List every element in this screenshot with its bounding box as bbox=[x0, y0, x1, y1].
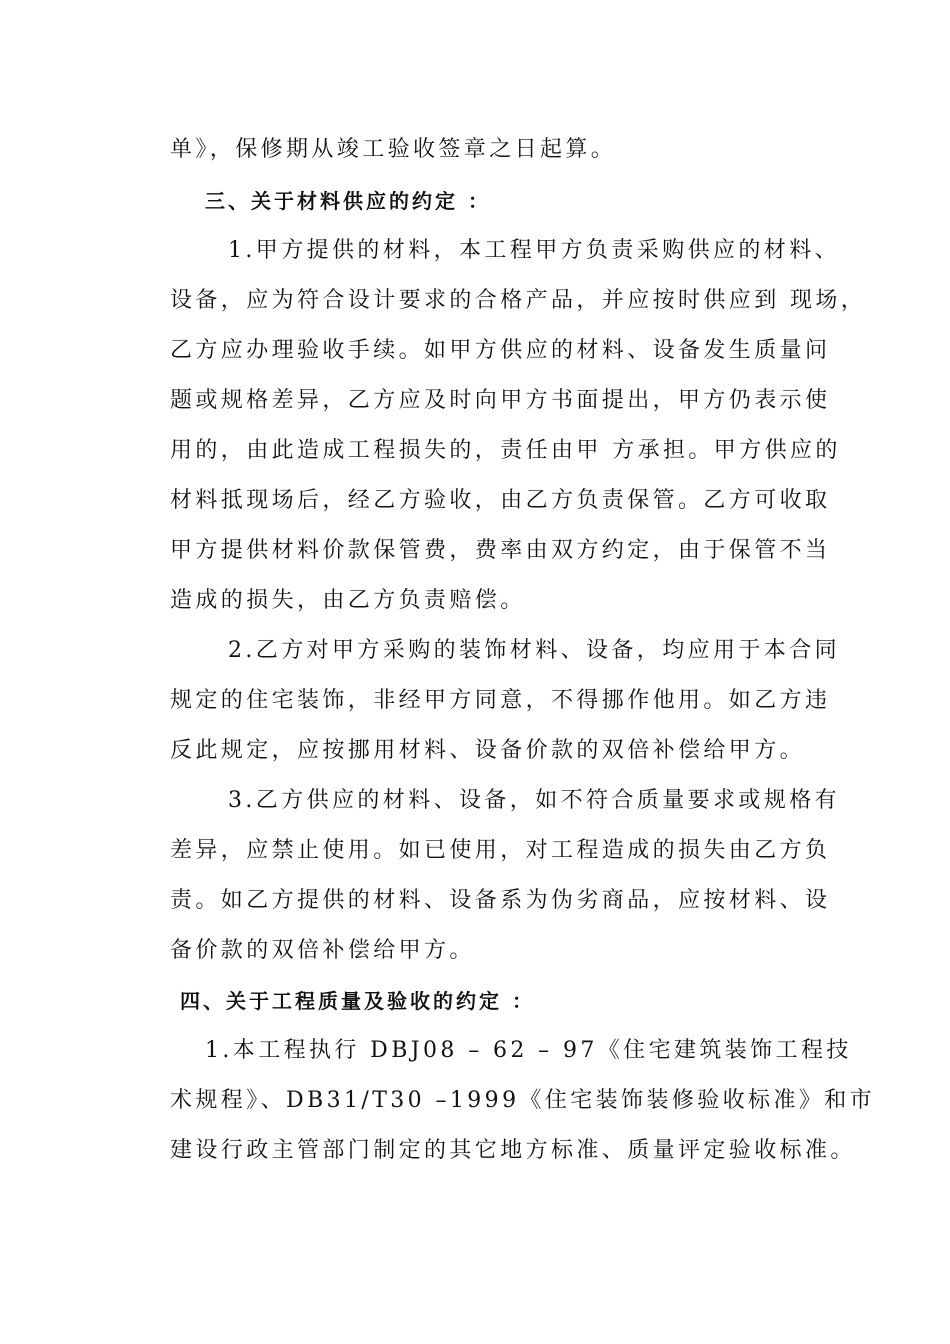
text-line: 乙方应办理验收手续。如甲方供应的材料、设备发生质量问 bbox=[170, 338, 831, 363]
text-line: 材料抵现场后，经乙方验收，由乙方负责保管。乙方可收取 bbox=[170, 488, 831, 513]
section-heading-3: 三、关于材料供应的约定 ： bbox=[205, 189, 491, 213]
text-line: 建设行政主管部门制定的其它地方标准、质量评定验收标准。 bbox=[170, 1138, 856, 1163]
text-line: 差异，应禁止使用。如已使用，对工程造成的损失由乙方负 bbox=[170, 838, 831, 863]
text-line: 1.甲方提供的材料，本工程甲方负责采购供应的材料、 bbox=[228, 238, 840, 263]
text-line: 规定的住宅装饰，非经甲方同意，不得挪作他用。如乙方违 bbox=[170, 688, 831, 713]
text-line: 2.乙方对甲方采购的装饰材料、设备，均应用于本合同 bbox=[228, 638, 840, 663]
text-line: 备价款的双倍补偿给甲方。 bbox=[170, 938, 475, 963]
section-heading-4: 四、关于工程质量及验收的约定 ： bbox=[180, 989, 535, 1013]
text-line: 单》，保修期从竣工验收签章之日起算。 bbox=[170, 137, 617, 162]
text-line: 1.本工程执行 DBJ08 – 62 – 97《住宅建筑装饰工程技 bbox=[205, 1038, 852, 1063]
text-line: 3.乙方供应的材料、设备，如不符合质量要求或规格有 bbox=[228, 788, 840, 813]
text-line: 题或规格差异，乙方应及时向甲方书面提出，甲方仍表示使 bbox=[170, 388, 831, 413]
text-line: 甲方提供材料价款保管费，费率由双方约定，由于保管不当 bbox=[170, 538, 831, 563]
text-line: 造成的损失，由乙方负责赔偿。 bbox=[170, 588, 526, 613]
text-line: 设备，应为符合设计要求的合格产品，并应按时供应到 现场， bbox=[170, 288, 867, 313]
text-line: 术规程》、DB31/T30 –1999《住宅装饰装修验收标准》和市 bbox=[170, 1088, 876, 1113]
text-line: 责。如乙方提供的材料、设备系为伪劣商品，应按材料、设 bbox=[170, 888, 831, 913]
text-line: 反此规定，应按挪用材料、设备价款的双倍补偿给甲方。 bbox=[170, 738, 806, 763]
text-line: 用的，由此造成工程损失的，责任由甲 方承担。甲方供应的 bbox=[170, 438, 841, 463]
